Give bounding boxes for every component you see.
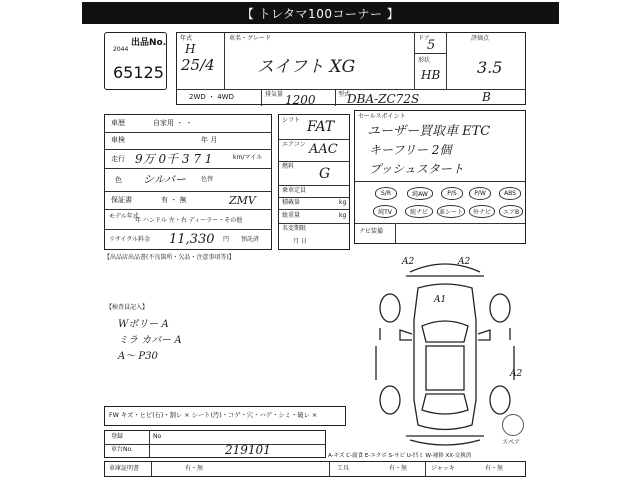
equip-power-steering: P/S — [441, 187, 463, 200]
inspector-line-2: ミラ カバー A — [118, 335, 182, 346]
lot-label: 出品No. — [131, 38, 167, 48]
warranty-extra-value: ZMV — [229, 194, 256, 207]
recycle-label: リサイクル料金 — [109, 236, 151, 243]
model-value: スイフト XG — [257, 57, 356, 77]
sales-points-box — [354, 110, 526, 244]
accessories-row — [104, 461, 526, 477]
model-year-label: モデル年式 — [109, 213, 139, 220]
inspector-line-1: Wポリー A — [118, 319, 169, 330]
displacement-value: 1200 — [285, 93, 316, 107]
lot-number: 65125 — [113, 63, 164, 82]
name-change-label: 名変期限 — [282, 225, 307, 232]
history-text: 自家用 ・ ・ — [153, 119, 193, 127]
warranty-text: 有 ・ 無 — [161, 196, 187, 204]
jack-label: ジャッキ — [431, 465, 455, 472]
sales-point-line-2: キーフリー 2個 — [369, 143, 452, 157]
tools-label: 工具 — [337, 465, 350, 472]
mark-front-left: A2 — [402, 257, 415, 267]
mileage-value: 9万 0千 3 7 1 — [135, 152, 213, 166]
equip-factory-tv: 純TV — [373, 205, 397, 218]
color-change-label: 色替 — [201, 176, 214, 183]
color-label: 色 — [115, 176, 122, 184]
mileage-unit: km/マイル — [233, 154, 263, 161]
ac-label: エアコン — [282, 141, 306, 148]
weight-unit: kg — [339, 212, 347, 219]
shift-value: FAT — [307, 119, 335, 135]
fuel-label: 燃料 — [282, 163, 295, 170]
inspector-heading: 【検査員記入】 — [106, 304, 149, 311]
inspector-line-3: A〜 P30 — [118, 351, 158, 362]
sales-point-line-3: プッシュスタート — [369, 162, 464, 176]
ac-value: AAC — [309, 142, 338, 157]
equip-factory-nav: 純ナビ — [405, 205, 433, 218]
recycle-deposit-label: 預託済 — [241, 236, 260, 243]
weight-label: 総重量 — [282, 212, 301, 219]
name-change-date: 月 日 — [293, 238, 307, 245]
drive-options: 2WD ・ 4WD — [189, 93, 234, 101]
vehicle-details-table — [104, 114, 272, 250]
garage-cert-label: 車庫証明書 — [109, 465, 140, 472]
spec-table — [278, 114, 350, 250]
mileage-label: 走行 — [111, 155, 125, 163]
recycle-unit: 円 — [223, 236, 230, 243]
equip-alloy-wheels: 純AW — [407, 187, 433, 200]
registration-label: 登録 — [111, 433, 124, 440]
damage-codes: FW キズ・ヒビ(石)・割レ × シート(汚)・コゲ・穴・ハゲ・シミ・破レ × — [109, 412, 318, 419]
chassis-value: 219101 — [225, 443, 271, 457]
lot-sub-number: 2044 — [113, 46, 129, 53]
shift-label: シフト — [282, 117, 301, 124]
model-year-text: 年 ハンドル 左・右 ディーラー・その他 — [135, 217, 243, 224]
jack-text: 有・無 — [485, 465, 504, 472]
equip-abs: ABS — [499, 187, 521, 200]
header-box — [176, 32, 526, 105]
garage-cert-text: 有・無 — [185, 465, 204, 472]
recycle-value: 11,330 — [169, 232, 215, 247]
damage-legend: A-キズ C-腐食 E-エクボ S-サビ U-凹ミ W-補修 XX-交換済 — [328, 453, 472, 459]
damage-code-bar — [104, 406, 346, 426]
warranty-label: 保証書 — [111, 196, 132, 204]
fuel-value: G — [319, 166, 331, 182]
exhibitor-note-heading: 【出品店出品書(不良箇所・欠品・注意事項等)】 — [104, 254, 235, 261]
equip-leather-seats: 革シート — [437, 205, 465, 218]
mark-rear-right: A2 — [510, 369, 523, 379]
mark-front-right: A2 — [458, 257, 471, 267]
model-label: 車名・グレード — [229, 35, 272, 42]
interior-score-value: B — [482, 90, 491, 104]
title-banner: 【 トレタマ100コーナー 】 — [82, 2, 559, 24]
displacement-label: 排気量 — [265, 91, 284, 98]
spare-label: スペア — [502, 439, 521, 446]
shape-value: HB — [421, 68, 441, 82]
load-label: 積載量 — [282, 199, 301, 206]
inspection-text: 年 月 — [201, 136, 218, 144]
lot-box — [104, 32, 167, 90]
color-value: シルバー — [143, 173, 186, 186]
spare-tire-icon — [502, 414, 524, 436]
tools-text: 有・無 — [389, 465, 408, 472]
sales-points-label: セールスポイント — [358, 113, 406, 120]
model-code-label: 型式 — [338, 91, 351, 98]
chassis-label: 車台No. — [111, 446, 133, 453]
sales-point-line-1: ユーザー買取車 ETC — [367, 124, 491, 139]
equip-sunroof: S/R — [375, 187, 397, 200]
mark-hood: A1 — [434, 295, 447, 305]
registration-number-label: No — [153, 433, 162, 440]
history-label: 車歴 — [111, 119, 125, 127]
inspection-label: 車検 — [111, 136, 125, 144]
doors-label: ドア — [418, 35, 430, 42]
year-label: 年式 — [180, 35, 193, 42]
equip-airbags: エアB — [499, 205, 523, 218]
load-unit: kg — [339, 199, 347, 206]
model-code-value: DBA-ZC72S — [347, 92, 420, 106]
score-label: 評価点 — [471, 35, 490, 42]
nav-equipment-label: ナビ装備 — [359, 228, 384, 235]
score-value: 3.5 — [477, 58, 503, 77]
year-value: 25/4 — [181, 56, 215, 74]
equip-aftermarket-nav: 外ナビ — [469, 205, 495, 218]
registration-table — [104, 430, 326, 458]
equip-power-windows: P/W — [469, 187, 491, 200]
capacity-label: 乗車定員 — [282, 187, 307, 194]
doors-value: 5 — [427, 38, 436, 53]
year-era: H — [185, 42, 196, 56]
shape-label: 形状 — [418, 57, 431, 64]
